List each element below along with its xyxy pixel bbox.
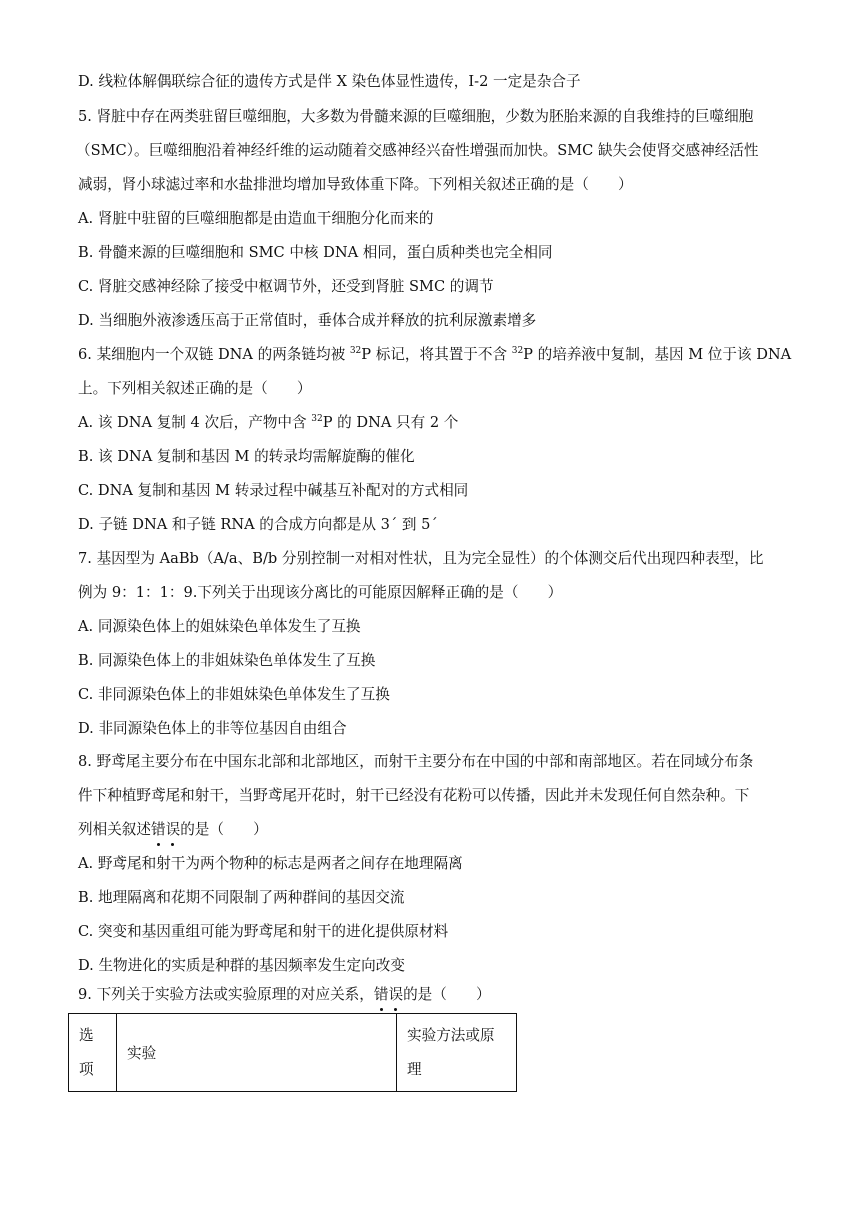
- isotope-superscript: 32: [349, 346, 362, 357]
- q8-option-d: D. 生物进化的实质是种群的基因频率发生定向改变: [78, 957, 405, 974]
- q5-option-a: A. 肾脏中驻留的巨噬细胞都是由造血干细胞分化而来的: [78, 210, 434, 227]
- q9-table: [68, 1013, 517, 1092]
- q6-option-a: A. 该 DNA 复制 4 次后，产物中含 $^{32}$P 的 DNA 只有 2 个: [78, 414, 459, 431]
- q8-option-a: A. 野鸢尾和射干为两个物种的标志是两者之间存在地理隔离: [78, 855, 463, 872]
- isotope-superscript: 32: [311, 414, 323, 425]
- q6-stem-line-1: 6. 某细胞内一个双链 DNA 的两条链均被 $^{32}$P 标记，将其置于不含 $^{32}$P 的培养液中复制，基因 M 位于该 DNA: [78, 346, 792, 363]
- q7-option-c: C. 非同源染色体上的非姐妹染色单体发生了互换: [78, 686, 390, 703]
- q5-option-c: C. 肾脏交感神经除了接受中枢调节外，还受到肾脏 SMC 的调节: [78, 278, 494, 295]
- q6-option-b: B. 该 DNA 复制和基因 M 的转录均需解旋酶的催化: [78, 448, 415, 465]
- q5-stem-line-1: 5. 肾脏中存在两类驻留巨噬细胞，大多数为骨髓来源的巨噬细胞，少数为胚胎来源的自我维持的巨噬细胞: [78, 108, 754, 125]
- header-method: 实验方法或原理: [397, 1014, 517, 1092]
- q8-stem-line-1: 8. 野鸢尾主要分布在中国东北部和北部地区，而射干主要分布在中国的中部和南部地区。若在同域分布条: [78, 753, 754, 770]
- q5-stem-line-2: （SMC）。巨噬细胞沿着神经纤维的运动随着交感神经兴奋性增强而加快。SMC 缺失会使肾交感神经活性: [76, 142, 759, 159]
- q8-option-c: C. 突变和基因重组可能为野鸢尾和射干的进化提供原材料: [78, 923, 449, 940]
- table-header-row: [69, 1014, 517, 1092]
- q4-option-d: D. 线粒体解偶联综合征的遗传方式是伴 X 染色体显性遗传，Ⅰ-2 一定是杂合子: [78, 73, 581, 90]
- q5-option-d: D. 当细胞外液渗透压高于正常值时，垂体合成并释放的抗利尿激素增多: [78, 312, 537, 329]
- isotope-superscript: 32: [511, 346, 524, 357]
- q6-stem-line-2: 上。下列相关叙述正确的是（ ）: [78, 380, 312, 397]
- emphasis-char: 误: [165, 821, 181, 838]
- emphasis-char: 错: [150, 821, 166, 838]
- header-option: 选项: [69, 1014, 117, 1092]
- q8-stem-line-2: 件下种植野鸢尾和射干，当野鸢尾开花时，射干已经没有花粉可以传播，因此并未发现任何自然杂种。下: [78, 787, 750, 804]
- q7-stem-line-2: 例为 9：1：1：9.下列关于出现该分离比的可能原因解释正确的是（ ）: [78, 584, 563, 601]
- q7-stem-line-1: 7. 基因型为 AaBb（A/a、B/b 分别控制一对相对性状，且为完全显性）的个体测交后代出现四种表型，比: [78, 550, 764, 567]
- q7-option-b: B. 同源染色体上的非姐妹染色单体发生了互换: [78, 652, 376, 669]
- q8-stem-line-3: 列相关叙述错误的是（ ）: [78, 821, 268, 838]
- q6-option-d: D. 子链 DNA 和子链 RNA 的合成方向都是从 3´ 到 5´: [78, 516, 438, 533]
- q7-option-d: D. 非同源染色体上的非等位基因自由组合: [78, 720, 347, 737]
- header-experiment: 实验: [117, 1014, 397, 1092]
- emphasis-char: 错: [373, 986, 389, 1003]
- q7-option-a: A. 同源染色体上的姐妹染色单体发生了互换: [78, 618, 361, 635]
- q8-option-b: B. 地理隔离和花期不同限制了两种群间的基因交流: [78, 889, 405, 906]
- emphasis-char: 误: [388, 986, 404, 1003]
- q5-stem-line-3: 减弱，肾小球滤过率和水盐排泄均增加导致体重下降。下列相关叙述正确的是（ ）: [78, 176, 633, 193]
- q6-option-c: C. DNA 复制和基因 M 转录过程中碱基互补配对的方式相同: [78, 482, 469, 499]
- q9-stem: 9. 下列关于实验方法或实验原理的对应关系，错误的是（ ）: [78, 986, 491, 1003]
- q5-option-b: B. 骨髓来源的巨噬细胞和 SMC 中核 DNA 相同，蛋白质种类也完全相同: [78, 244, 553, 261]
